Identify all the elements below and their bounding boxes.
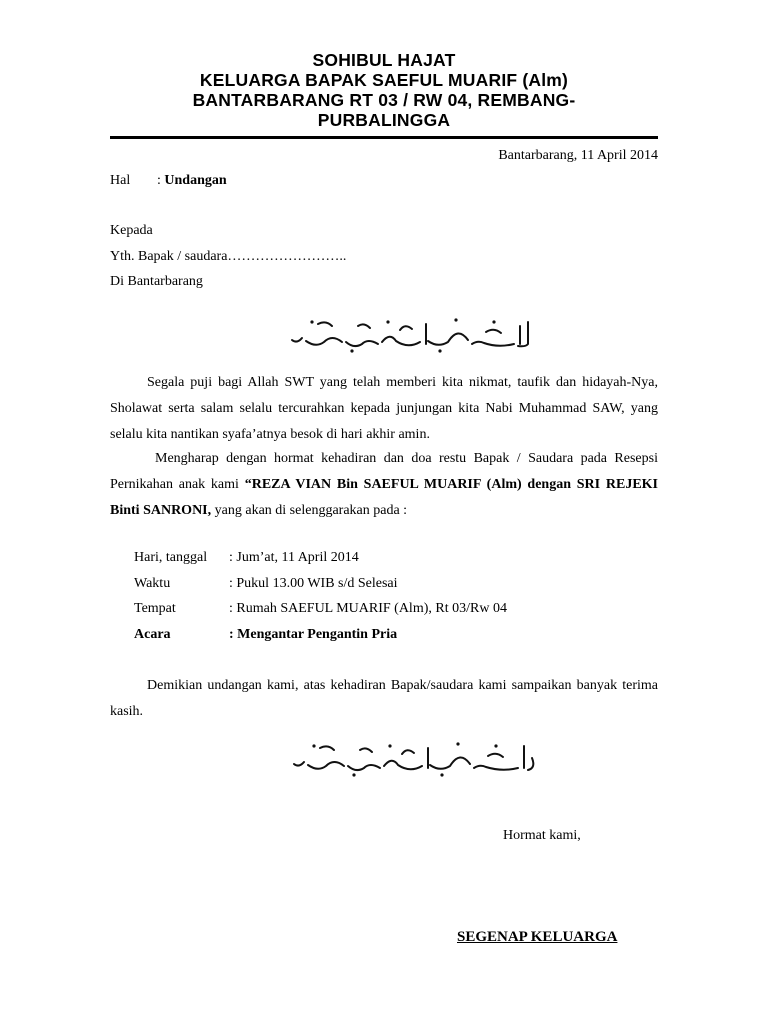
recipient-place: Di Bantarbarang <box>110 274 203 289</box>
event-label-time: Waktu <box>134 576 171 591</box>
invitation-text-end: yang akan di selenggarakan pada : <box>211 503 408 518</box>
letter-date: Bantarbarang, 11 April 2014 <box>498 148 658 163</box>
paragraph-invitation <box>110 446 658 524</box>
event-label-program: Acara <box>134 627 171 642</box>
letterhead-rule <box>110 136 658 139</box>
recipient-to: Kepada <box>110 223 153 238</box>
paragraph-closing: Demikian undangan kami, atas kehadiran Bapak/saudara kami sampaikan banyak terima kasih. <box>110 678 658 719</box>
invitation-text: Mengharap dengan hormat kehadiran dan doa restu Bapak / Saudara pada Resepsi Pernikahan anak kami <box>110 451 658 492</box>
paragraph-opening: Segala puji bagi Allah SWT yang telah memberi kita nikmat, taufik dan hidayah-Nya, Sholawat serta salam selalu tercurahkan kepada junjungan kita Nabi Muhammad SAW, yang selalu kita nantikan syafa’atnya besok di hari akhir amin. <box>110 375 658 442</box>
letterhead <box>110 50 658 130</box>
subject-value: Undangan <box>164 173 227 188</box>
salam-calligraphy-closing <box>288 738 538 778</box>
couple-names: “REZA VIAN Bin SAEFUL MUARIF (Alm) dengan SRI REJEKI Binti SANRONI, <box>110 477 658 518</box>
letterhead-line-3: BANTARBARANG RT 03 / RW 04, REMBANG- <box>192 90 576 110</box>
event-value-place: : Rumah SAEFUL MUARIF (Alm), Rt 03/Rw 04 <box>229 601 507 616</box>
salam-calligraphy-opening <box>288 314 538 354</box>
event-label-place: Tempat <box>134 601 176 616</box>
recipient-name: Yth. Bapak / saudara…………………….. <box>110 249 347 264</box>
event-value-program: : Mengantar Pengantin Pria <box>229 627 398 642</box>
letterhead-line-2: KELUARGA BAPAK SAEFUL MUARIF (Alm) <box>199 70 569 90</box>
subject-line <box>157 173 227 189</box>
letterhead-line-4: PURBALINGGA <box>317 110 451 130</box>
event-label-date: Hari, tanggal <box>134 550 208 565</box>
closing-regards: Hormat kami, <box>503 828 581 843</box>
subject-colon: : <box>157 173 165 188</box>
signature: SEGENAP KELUARGA <box>457 929 618 945</box>
event-value-time: : Pukul 13.00 WIB s/d Selesai <box>229 576 398 591</box>
event-value-date: : Jum’at, 11 April 2014 <box>229 550 359 565</box>
subject-label: Hal <box>110 173 131 188</box>
letterhead-line-1: SOHIBUL HAJAT <box>312 50 456 70</box>
